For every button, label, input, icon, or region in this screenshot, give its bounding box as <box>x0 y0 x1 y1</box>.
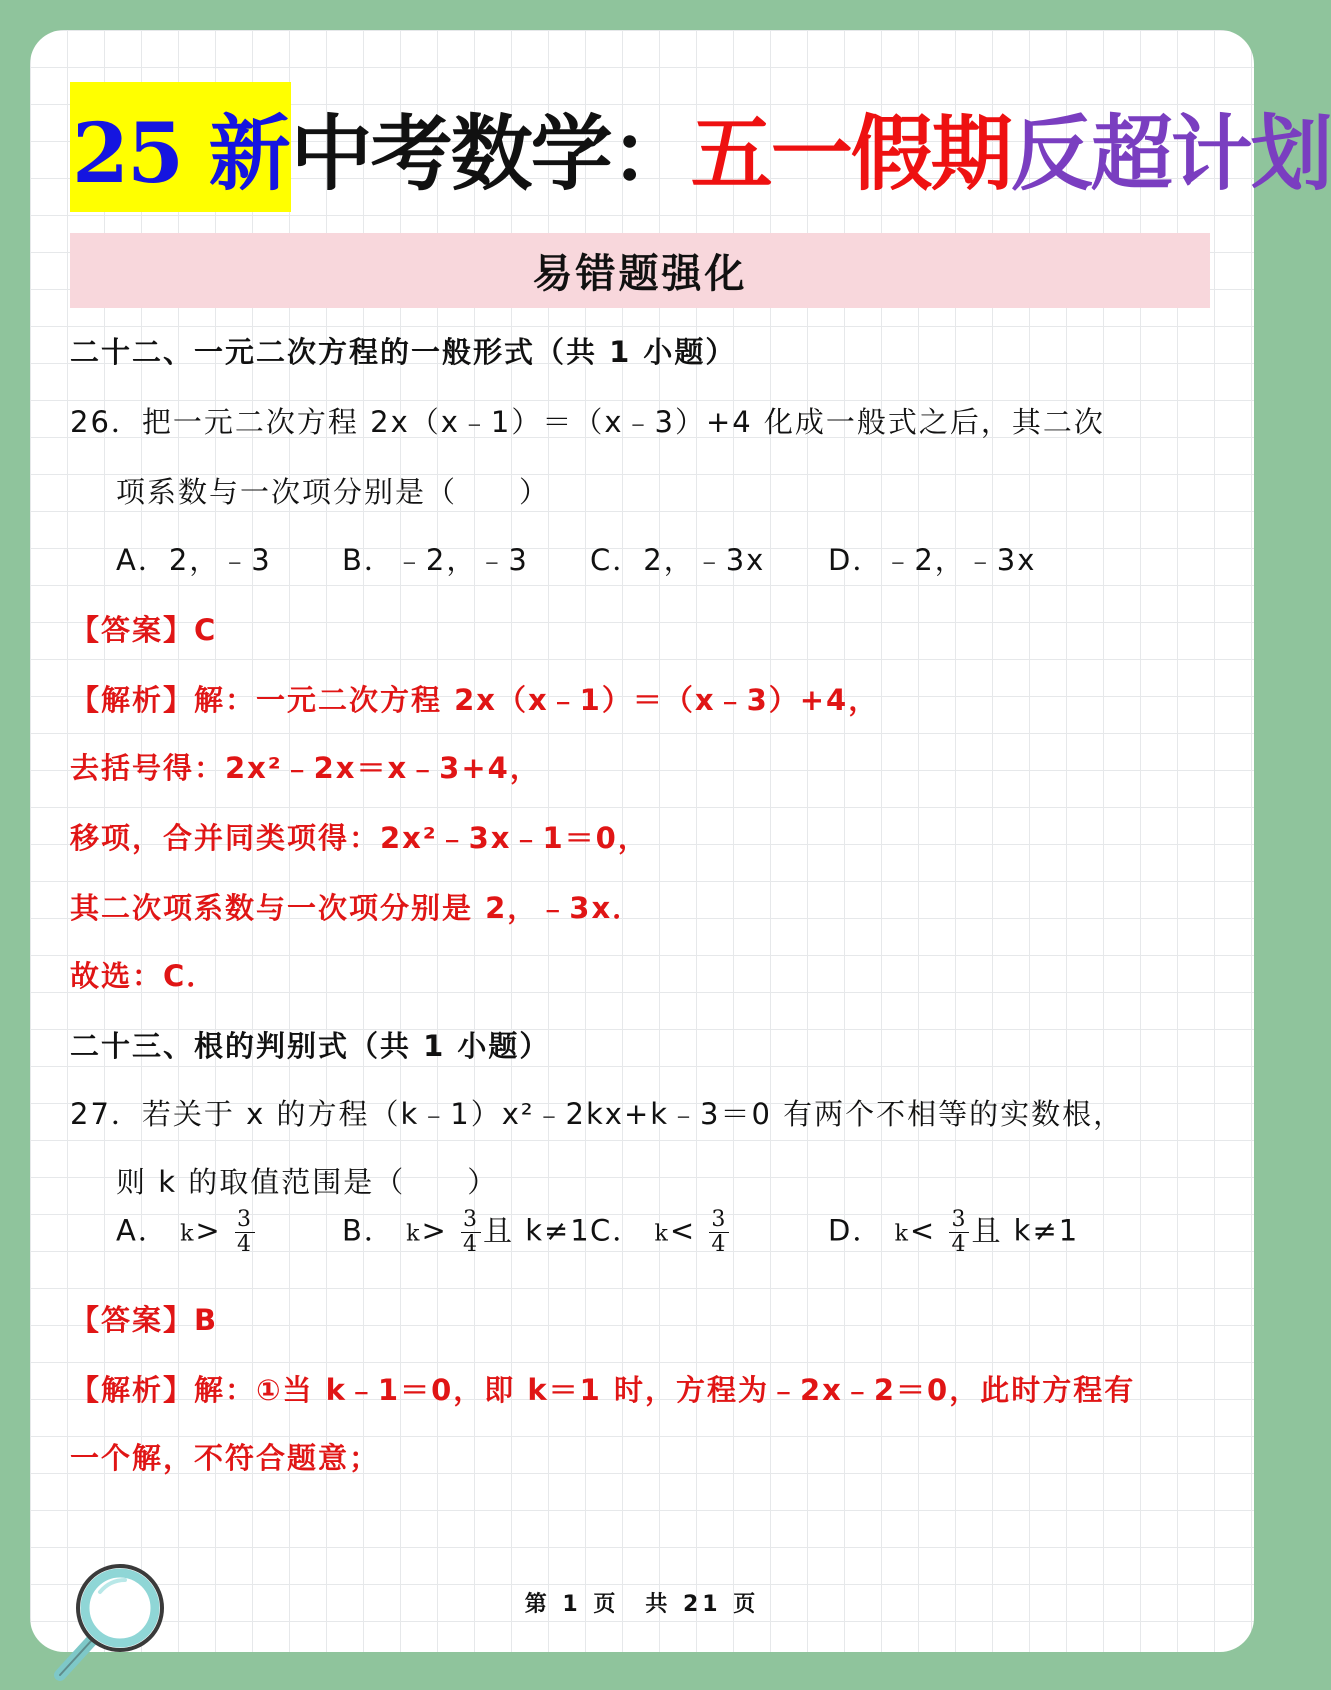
page-footer: 第 1 页 共 21 页 <box>524 1592 760 1617</box>
option-c: C．2，﹣3x <box>590 543 766 577</box>
question-27-line1: 27．若关于 x 的方程（k﹣1）x²﹣2kx+k﹣3＝0 有两个不相等的实数根， <box>70 1097 1125 1131</box>
option-c: C． k< $\frac{3}{4}$ <box>590 1207 728 1257</box>
analysis-26-line2: 去括号得：2x²﹣2x＝x﹣3+4， <box>70 751 541 785</box>
section-heading-22: 二十二、一元二次方程的一般形式（共 1 小题） <box>70 335 737 369</box>
analysis-26-line1: 【解析】解：一元二次方程 2x（x﹣1）＝（x﹣3）+4， <box>70 683 880 717</box>
title-plan: 反超计划 <box>1010 105 1331 202</box>
document-card <box>30 30 1331 1652</box>
question-26-line1: 26．把一元二次方程 2x（x﹣1）＝（x﹣3）+4 化成一般式之后，其二次 <box>70 405 1105 439</box>
answer-26: 【答案】C <box>70 613 218 647</box>
analysis-27-line2: 一个解，不符合题意； <box>70 1441 381 1475</box>
option-d: D． k< $\frac{3}{4}$ 且 k≠1 <box>828 1207 1080 1257</box>
magnifier-icon <box>30 1540 180 1690</box>
question-27-line2: 则 k 的取值范围是（ ） <box>116 1165 499 1199</box>
title-subject: 中考数学： <box>290 105 691 202</box>
option-b: B． k> $\frac{3}{4}$ 且 k≠1 <box>342 1207 591 1257</box>
section-heading-23: 二十三、根的判别式（共 1 小题） <box>70 1029 551 1063</box>
analysis-26-line3: 移项，合并同类项得：2x²﹣3x﹣1＝0， <box>70 821 649 855</box>
fraction: $\frac{3}{4}$ <box>236 1207 253 1257</box>
fraction: $\frac{3}{4}$ <box>711 1207 728 1257</box>
fraction: $\frac{3}{4}$ <box>951 1207 968 1257</box>
option-a: A．2，﹣3 <box>116 543 272 577</box>
option-d: D．﹣2，﹣3x <box>828 543 1037 577</box>
analysis-26-line5: 故选：C． <box>70 959 218 993</box>
page-title <box>70 82 1331 212</box>
answer-27: 【答案】B <box>70 1303 219 1337</box>
question-26-line2: 项系数与一次项分别是（ ） <box>116 475 551 509</box>
option-b: B．﹣2，﹣3 <box>342 543 529 577</box>
section-banner: 易错题强化 <box>70 233 1210 308</box>
title-year: 25 新 <box>70 82 291 212</box>
title-holiday: 五一假期 <box>690 105 1011 202</box>
option-a: A． k> $\frac{3}{4}$ <box>116 1207 253 1257</box>
fraction: $\frac{3}{4}$ <box>463 1207 479 1257</box>
analysis-26-line4: 其二次项系数与一次项分别是 2，﹣3x． <box>70 891 644 925</box>
analysis-27-line1: 【解析】解：①当 k﹣1＝0，即 k＝1 时，方程为﹣2x﹣2＝0，此时方程有 <box>70 1373 1136 1407</box>
